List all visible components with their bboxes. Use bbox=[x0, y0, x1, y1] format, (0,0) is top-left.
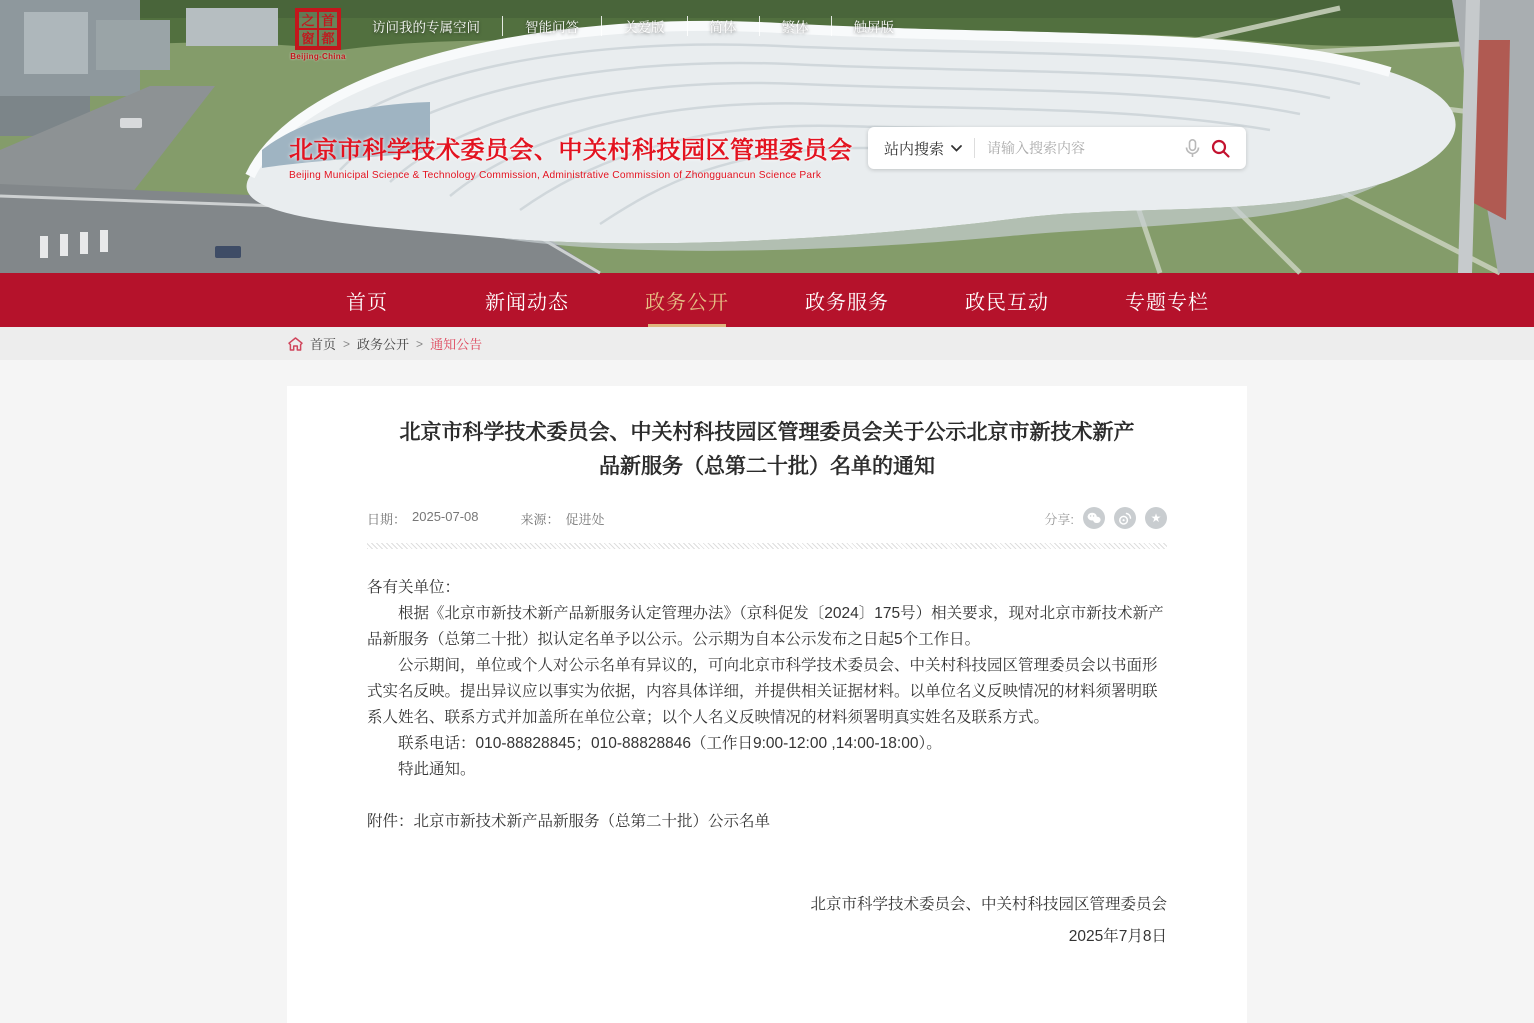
article-meta bbox=[367, 507, 1167, 529]
signature-block bbox=[367, 889, 1167, 953]
hero-banner bbox=[0, 0, 1534, 273]
nav-item-interaction[interactable]: 政民互动 bbox=[965, 291, 1049, 314]
topbar-link-traditional[interactable]: 繁体 bbox=[759, 16, 831, 36]
share-wechat-icon[interactable] bbox=[1083, 507, 1105, 529]
paragraph: 公示期间，单位或个人对公示名单有异议的，可向北京市科学技术委员会、中关村科技园区管理委员会以书面形式实名反映。提出异议应以事实为依据，内容具体详细，并提供相关证据材料。以单位名义反映情况的材料须署明联系人姓名、联系方式并加盖所在单位公章；以个人名义反映情况的材料须署明真实姓名及联系方式。 bbox=[367, 657, 1158, 727]
page-background bbox=[0, 360, 1534, 1023]
voice-search-button[interactable] bbox=[1178, 134, 1206, 162]
breadcrumb-gov-disclosure[interactable]: 政务公开 bbox=[357, 337, 410, 352]
search-scope-select[interactable] bbox=[884, 138, 962, 159]
paragraph: 根据《北京市新技术新产品新服务认定管理办法》（京科促发〔2024〕175号）相关要求，现对北京市新技术新产品新服务（总第二十批）拟认定名单予以公示。公示期为自本公示发布之日起5个工作日。 bbox=[367, 605, 1164, 649]
breadcrumb-separator: > bbox=[343, 336, 351, 351]
article-body bbox=[367, 575, 1167, 783]
date-label: 日期： bbox=[367, 511, 407, 527]
search-input[interactable] bbox=[987, 140, 1178, 156]
seal-icon bbox=[295, 8, 341, 50]
site-logo[interactable] bbox=[287, 8, 349, 61]
site-title: 北京市科学技术委员会、中关村科技园区管理委员会 bbox=[289, 137, 853, 164]
article-source: 促进处 bbox=[565, 511, 605, 527]
main-navigation bbox=[0, 273, 1534, 327]
star-icon: ★ bbox=[1150, 511, 1162, 526]
article-date: 2025-07-08 bbox=[412, 508, 479, 524]
topbar-link-care-version[interactable]: 关爱版 bbox=[601, 16, 687, 36]
topbar-link-smart-qa[interactable]: 智能问答 bbox=[502, 16, 601, 36]
hatched-divider bbox=[367, 543, 1167, 549]
site-subtitle: Beijing Municipal Science & Technology Commission, Administrative Commission of Zhongguancun Science Park bbox=[289, 170, 822, 181]
share-weibo-icon[interactable] bbox=[1114, 507, 1136, 529]
home-icon[interactable] bbox=[288, 337, 303, 351]
seal-char: 之 bbox=[298, 11, 318, 29]
share-favorite-icon[interactable] bbox=[1145, 507, 1167, 529]
site-search bbox=[868, 127, 1246, 169]
article-title: 北京市科学技术委员会、中关村科技园区管理委员会关于公示北京市新技术新产品新服务（总第二十批）名单的通知 bbox=[399, 421, 1135, 478]
nav-item-special-topics[interactable]: 专题专栏 bbox=[1125, 291, 1209, 314]
breadcrumb-separator: > bbox=[416, 336, 424, 351]
chevron-down-icon bbox=[951, 145, 962, 152]
paragraph: 特此通知。 bbox=[398, 761, 476, 779]
seal-char: 窗 bbox=[298, 29, 318, 47]
article-card bbox=[287, 386, 1247, 1023]
topbar-link-my-space[interactable]: 访问我的专属空间 bbox=[372, 20, 480, 35]
breadcrumb-bar bbox=[0, 327, 1534, 360]
top-utility-bar bbox=[350, 16, 916, 36]
seal-char: 都 bbox=[318, 29, 338, 47]
nav-item-gov-disclosure[interactable]: 政务公开 bbox=[607, 273, 767, 327]
logo-caption: Beijing-China bbox=[290, 52, 346, 61]
topbar-link-touch-version[interactable]: 触屏版 bbox=[831, 16, 917, 36]
signature-org: 北京市科学技术委员会、中关村科技园区管理委员会 bbox=[810, 896, 1167, 914]
nav-item-gov-services[interactable]: 政务服务 bbox=[805, 291, 889, 314]
topbar-link-simplified[interactable]: 简体 bbox=[687, 16, 759, 36]
search-divider bbox=[974, 138, 975, 158]
nav-item-home[interactable]: 首页 bbox=[346, 291, 388, 314]
seal-char: 首 bbox=[318, 11, 338, 29]
search-icon bbox=[1211, 139, 1230, 158]
nav-item-news[interactable]: 新闻动态 bbox=[485, 291, 569, 314]
microphone-icon bbox=[1185, 139, 1200, 158]
site-title-block bbox=[289, 130, 853, 181]
attachment-link[interactable]: 附件：北京市新技术新产品新服务（总第二十批）公示名单 bbox=[367, 813, 771, 831]
paragraph: 各有关单位： bbox=[367, 579, 461, 597]
search-button[interactable] bbox=[1206, 134, 1234, 162]
share-label: 分享: bbox=[1044, 511, 1074, 527]
breadcrumb-current: 通知公告 bbox=[430, 337, 483, 352]
source-label: 来源： bbox=[520, 511, 560, 527]
search-scope-label: 站内搜索 bbox=[884, 140, 945, 158]
breadcrumb bbox=[288, 334, 482, 353]
signature-date: 2025年7月8日 bbox=[1068, 928, 1167, 946]
paragraph: 联系电话：010-88828845；010-88828846（工作日9:00-12:00 ,14:00-18:00）。 bbox=[398, 735, 942, 753]
breadcrumb-home[interactable]: 首页 bbox=[310, 337, 337, 352]
